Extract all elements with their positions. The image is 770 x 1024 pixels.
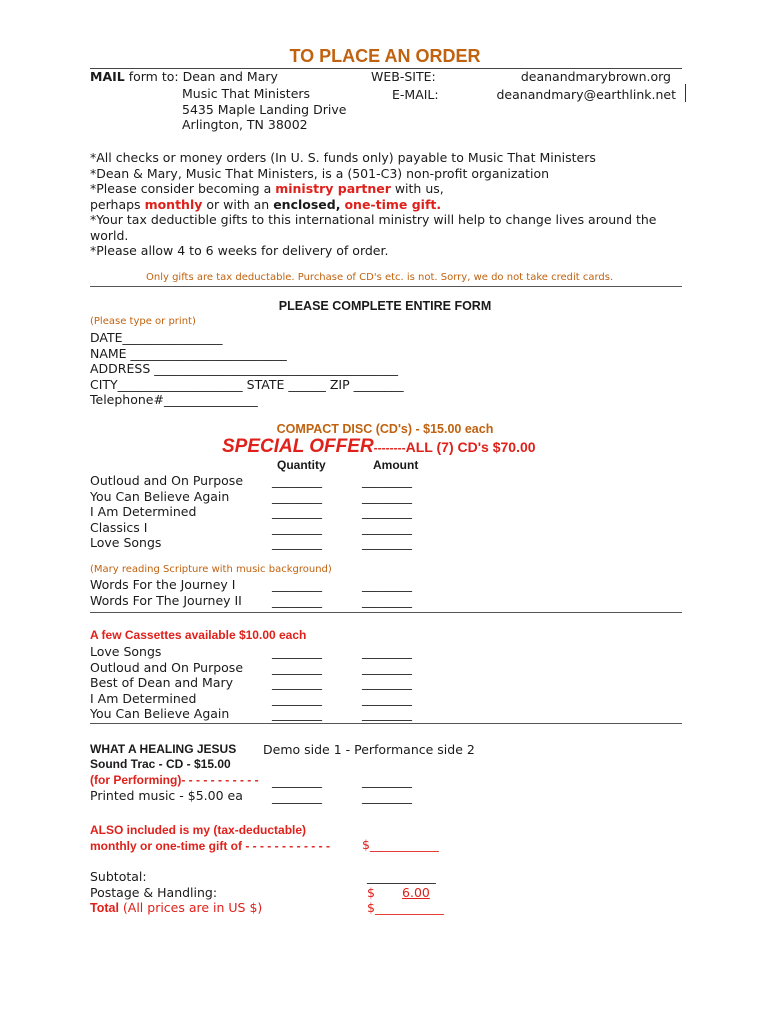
scripture-note: (Mary reading Scripture with music background) xyxy=(90,564,332,575)
healing-performing: (for Performing)- - - - - - - - - - - xyxy=(90,773,259,787)
cd-item: Classics I xyxy=(90,519,148,535)
special-offer-price: ALL (7) CD's $70.00 xyxy=(405,439,536,455)
quantity-blank[interactable]: ________ xyxy=(272,592,322,608)
quantity-blank[interactable]: ________ xyxy=(272,577,322,592)
cd-item: You Can Believe Again xyxy=(90,488,230,504)
cd-section-rule xyxy=(90,612,682,613)
cassette-item: Outloud and On Purpose xyxy=(90,659,244,675)
city-state-zip-field[interactable]: CITY____________________ STATE ______ ZIP ________ xyxy=(90,376,404,392)
telephone-field[interactable]: Telephone#_______________ xyxy=(90,392,258,407)
healing-title: WHAT A HEALING JESUS xyxy=(90,742,237,756)
healing-sides: Demo side 1 - Performance side 2 xyxy=(263,742,475,757)
amount-blank[interactable]: ________ xyxy=(362,675,412,690)
quantity-blank[interactable]: ________ xyxy=(272,504,322,519)
special-offer-dashes: -------- xyxy=(373,441,406,455)
totals-labels xyxy=(90,869,262,917)
contact-form xyxy=(90,330,404,408)
totals-values xyxy=(367,869,457,916)
mail-address xyxy=(182,86,346,133)
form-heading: PLEASE COMPLETE ENTIRE FORM xyxy=(278,299,492,313)
total-label: Total (All prices are in US $) xyxy=(90,900,263,915)
total-blank[interactable]: $___________ xyxy=(367,900,444,915)
cd-item: Outloud and On Purpose xyxy=(90,473,244,488)
cd-amount-blanks xyxy=(362,473,412,551)
healing-amount-blanks xyxy=(362,773,412,804)
cursor-bar xyxy=(685,84,686,102)
gift-line-2: monthly or one-time gift of - - - - - - - - - - - - xyxy=(90,839,330,853)
scripture-item: Words For The Journey II xyxy=(90,592,242,608)
website-link[interactable]: deanandmarybrown.org xyxy=(520,69,671,84)
page-title: TO PLACE AN ORDER xyxy=(289,46,481,66)
quantity-blank[interactable]: ________ xyxy=(272,644,322,659)
cassette-quantity-blanks xyxy=(272,644,322,722)
form-hint: (Please type or print) xyxy=(90,316,196,327)
note-checks: *All checks or money orders (In U. S. funds only) payable to Music That Ministers xyxy=(90,150,596,165)
mail-to: form to: Dean and Mary xyxy=(128,69,278,84)
quantity-blank[interactable]: ________ xyxy=(272,488,322,504)
amount-blank[interactable]: ________ xyxy=(362,488,412,504)
note-delivery: *Please allow 4 to 6 weeks for delivery of order. xyxy=(90,243,389,258)
amount-blank[interactable]: ________ xyxy=(362,788,412,804)
scripture-item: Words For the Journey I xyxy=(90,577,236,592)
cd-list xyxy=(90,473,243,551)
quantity-blank[interactable]: ________ xyxy=(272,788,322,804)
address-line-2: 5435 Maple Landing Drive xyxy=(182,101,347,117)
cassettes-heading: A few Cassettes available $10.00 each xyxy=(90,628,307,642)
gift-line-1: ALSO included is my (tax-deductable) xyxy=(90,823,307,837)
scripture-amount-blanks xyxy=(362,577,412,608)
cassette-item: You Can Believe Again xyxy=(90,706,230,721)
cassette-list xyxy=(90,644,243,722)
healing-quantity-blanks xyxy=(272,773,322,804)
postage-value: $ 6.00 xyxy=(367,884,430,900)
quantity-blank[interactable]: ________ xyxy=(272,535,322,550)
date-field[interactable]: DATE________________ xyxy=(90,330,223,345)
subtotal-blank[interactable]: ___________ xyxy=(367,869,436,884)
amount-blank[interactable]: ________ xyxy=(362,659,412,675)
subtotal-label: Subtotal: xyxy=(90,869,147,884)
gift-amount-blank[interactable]: $___________ xyxy=(362,837,439,852)
postage-label: Postage & Handling: xyxy=(90,884,218,900)
col-amount: Amount xyxy=(373,458,419,472)
amount-blank[interactable]: ________ xyxy=(362,706,412,721)
website-label: WEB-SITE: xyxy=(371,69,436,84)
cassette-item: I Am Determined xyxy=(90,690,197,706)
name-field[interactable]: NAME _________________________ xyxy=(90,345,287,361)
address-field[interactable]: ADDRESS _______________________________________ xyxy=(90,361,398,376)
amount-blank[interactable]: ________ xyxy=(362,504,412,519)
amount-blank[interactable]: ________ xyxy=(362,773,412,788)
quantity-blank[interactable]: ________ xyxy=(272,659,322,675)
amount-blank[interactable]: ________ xyxy=(362,592,412,608)
address-line-1: Music That Ministers xyxy=(182,86,311,101)
note-tax-deductible-cont: world. xyxy=(90,227,129,243)
quantity-blank[interactable]: ________ xyxy=(272,773,322,788)
quantity-blank[interactable]: ________ xyxy=(272,706,322,721)
amount-blank[interactable]: ________ xyxy=(362,519,412,535)
quantity-blank[interactable]: ________ xyxy=(272,473,322,488)
scripture-list xyxy=(90,577,242,608)
email-link[interactable]: deanandmary@earthlink.net xyxy=(496,87,676,102)
cd-item: I Am Determined xyxy=(90,504,197,519)
cassette-amount-blanks xyxy=(362,644,412,722)
quantity-blank[interactable]: ________ xyxy=(272,690,322,706)
amount-blank[interactable]: ________ xyxy=(362,690,412,706)
scripture-quantity-blanks xyxy=(272,577,322,608)
quantity-blank[interactable]: ________ xyxy=(272,519,322,535)
note-gift-type: perhaps monthly or with an enclosed, one-time gift. xyxy=(90,196,442,212)
special-offer-label: SPECIAL OFFER xyxy=(222,436,374,457)
quantity-blank[interactable]: ________ xyxy=(272,675,322,690)
email-label: E-MAIL: xyxy=(392,87,439,102)
notes xyxy=(90,150,657,259)
cassette-item: Best of Dean and Mary xyxy=(90,675,234,690)
cd-item: Love Songs xyxy=(90,535,162,550)
mail-line xyxy=(90,69,278,84)
disclaimer: Only gifts are tax deductable. Purchase of CD's etc. is not. Sorry, we do not take credit cards. xyxy=(146,272,614,283)
healing-printed: Printed music - $5.00 ea xyxy=(90,788,243,803)
disclaimer-rule xyxy=(90,286,682,287)
note-partner: *Please consider becoming a ministry partner with us, xyxy=(90,181,444,196)
address-line-3: Arlington, TN 38002 xyxy=(182,117,308,132)
note-tax-deductible: *Your tax deductible gifts to this international ministry will help to change lives around the xyxy=(90,212,657,227)
amount-blank[interactable]: ________ xyxy=(362,535,412,550)
cassette-section-rule xyxy=(90,723,682,724)
note-nonprofit: *Dean & Mary, Music That Ministers, is a (501-C3) non-profit organization xyxy=(90,165,550,181)
col-quantity: Quantity xyxy=(277,458,326,472)
amount-blank[interactable]: ________ xyxy=(362,644,412,659)
healing-soundtrack: Sound Trac - CD - $15.00 xyxy=(90,757,231,771)
cd-heading: COMPACT DISC (CD's) - $15.00 each xyxy=(276,422,494,436)
cassette-item: Love Songs xyxy=(90,644,162,659)
special-offer xyxy=(222,436,536,458)
cd-quantity-blanks xyxy=(272,473,322,551)
amount-blank[interactable]: ________ xyxy=(362,577,412,592)
amount-blank[interactable]: ________ xyxy=(362,473,412,488)
mail-label: MAIL xyxy=(90,69,125,84)
